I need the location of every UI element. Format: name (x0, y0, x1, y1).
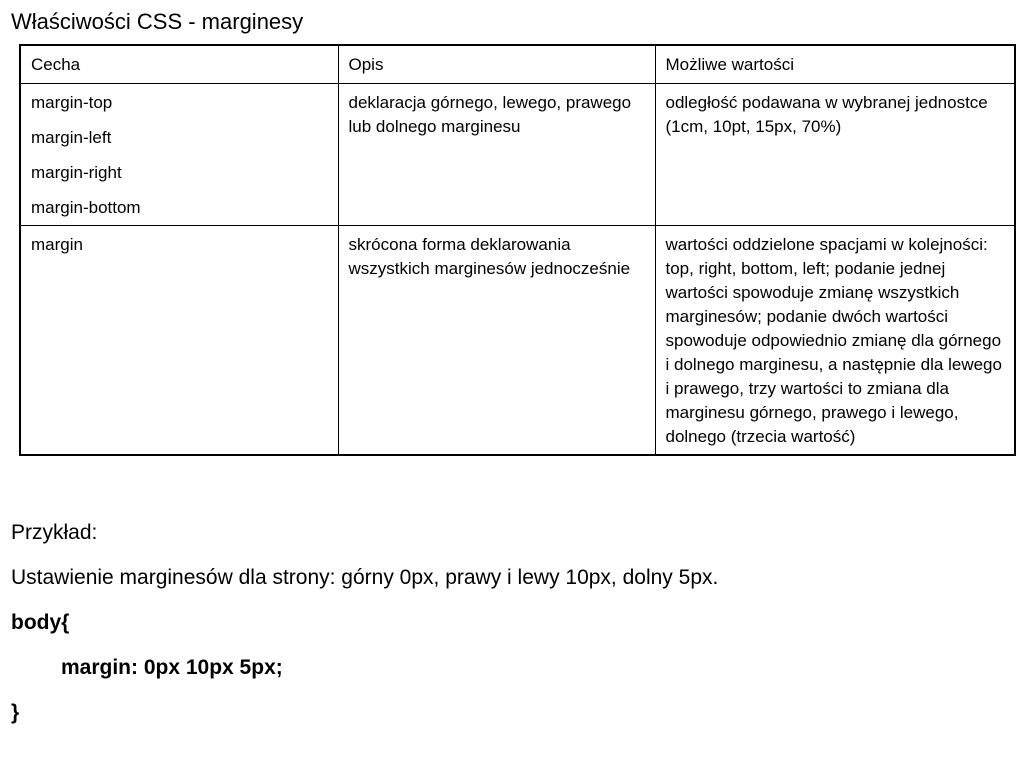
table-row (20, 84, 1015, 226)
header-mozliwe-wartosci: Możliwe wartości (655, 45, 1015, 84)
table-header-row (20, 45, 1015, 84)
property-cell (20, 84, 338, 226)
code-declaration: margin: 0px 10px 5px; (61, 656, 283, 679)
property-list (31, 91, 329, 220)
page-title: Właściwości CSS - marginesy (11, 9, 304, 34)
values-cell: odległość podawana w wybranej jednostce (1cm, 10pt, 15px, 70%) (655, 84, 1015, 226)
table-row (20, 226, 1015, 456)
property-cell: margin (20, 226, 338, 456)
values-cell: wartości oddzielone spacjami w kolejności: top, right, bottom, left; podanie jednej wartości spowoduje zmianę wszystkich marginesów; podanie dwóch wartości spowoduje odpowiednio zmianę dla górnego i dolnego marginesu, a następnie dla lewego i prawego, trzy wartości to zmiana dla marginesu górnego, prawego i lewego, dolnego (trzecia wartość) (655, 226, 1015, 456)
header-opis: Opis (338, 45, 655, 84)
property-margin-bottom: margin-bottom (31, 198, 141, 217)
example-description: Ustawienie marginesów dla strony: górny 0px, prawy i lewy 10px, dolny 5px. (11, 566, 719, 589)
property-margin-right: margin-right (31, 163, 122, 182)
header-cecha: Cecha (20, 45, 338, 84)
description-cell: skrócona forma deklarowania wszystkich marginesów jednocześnie (338, 226, 655, 456)
code-selector-close: } (11, 701, 20, 724)
code-selector-open: body{ (11, 611, 70, 634)
property-margin-left: margin-left (31, 128, 112, 147)
description-cell: deklaracja górnego, lewego, prawego lub dolnego marginesu (338, 84, 655, 226)
margin-properties-table (19, 44, 1016, 456)
example-section (11, 520, 718, 745)
example-label: Przykład: (11, 521, 98, 544)
property-margin-top: margin-top (31, 93, 113, 112)
